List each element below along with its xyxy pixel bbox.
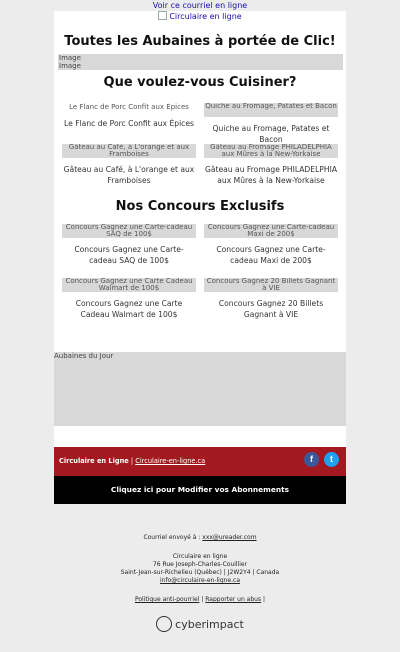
recipe-image[interactable]: Le Flanc de Porc Confit aux Épices [69,103,189,111]
contest-card[interactable] [62,278,196,320]
cooking-title: Que voulez-vous Cuisiner? [103,75,297,90]
headline: Toutes les Aubaines à portée de Clic! [64,34,336,49]
contest-image[interactable]: Concours Gagnez 20 Billets Gagnant à VIE [204,278,338,292]
recipe-card[interactable] [204,103,338,145]
recipe-caption[interactable]: Le Flanc de Porc Confit aux Épices [64,119,194,128]
cyberimpact-icon [156,616,172,632]
recipe-image[interactable]: Quiche au Fromage, Patates et Bacon [204,103,338,117]
broken-image-icon [158,11,167,20]
logo-image[interactable] [54,11,346,22]
org-name: Circulaire en ligne [172,553,228,560]
street: 76 Rue Joseph-Charles-Couillier [152,561,248,568]
contest-image[interactable]: Concours Gagnez une Carte-cadeau Maxi de 200$ [204,224,338,238]
banner-alt-2: Image [59,62,81,70]
brand-line [59,456,205,466]
banner-alt-1: Image [59,54,81,62]
recipe-caption[interactable]: Gâteau au Fromage PHILADELPHIA aux Mûres à la New-Yorkaise [204,165,338,185]
report-abuse-link[interactable]: Rapporter un abus [205,596,262,603]
brand-footer [54,447,346,476]
contest-card[interactable] [204,224,338,266]
recipe-caption[interactable]: Gâteau au Café, à L'orange et aux Framboises [63,165,195,185]
links-tail: | [263,596,266,603]
contest-card[interactable] [62,224,196,266]
cyberimpact-logo[interactable] [0,616,400,632]
cyberimpact-name: cyberimpact [175,618,244,631]
contest-caption[interactable]: Concours Gagnez 20 Billets Gagnant à VIE [218,299,324,319]
manage-subscriptions-button[interactable]: Cliquez ici pour Modifier vos Abonnements [54,476,346,504]
sent-label: Courriel envoyé à : [143,534,201,541]
contest-caption[interactable]: Concours Gagnez une Carte-cadeau SAQ de 100$ [74,245,184,265]
banner-image[interactable] [58,54,343,70]
contest-image[interactable]: Concours Gagnez une Carte-cadeau SAQ de 100$ [62,224,196,238]
legal-links [0,596,400,604]
contest-image[interactable]: Concours Gagnez une Carte Cadeau Walmart de 100$ [62,278,196,292]
contest-card[interactable] [204,278,338,320]
sent-to-line [0,534,400,542]
contests-title: Nos Concours Exclusifs [115,199,285,214]
anti-spam-policy-link[interactable]: Politique anti-pourriel [134,596,200,603]
sender-address [0,553,400,585]
recipe-card[interactable] [62,144,196,186]
email-body [54,11,346,504]
brand-separator: | [130,457,134,465]
recipient-email-link[interactable]: xxx@ureader.com [202,534,257,541]
city-line: Saint-Jean-sur-Richelieu (Québec) | J2W2Y4 | Canada [120,569,280,576]
recipe-card[interactable] [62,103,196,129]
recipe-image[interactable]: Gâteau au Café, à L'orange et aux Framboises [62,144,196,158]
recipe-image[interactable]: Gâteau au Fromage PHILADELPHIA aux Mûres à la New-Yorkaise [204,144,338,158]
facebook-icon[interactable]: f [304,452,319,467]
logo-alt-text: Circulaire en ligne [169,12,242,21]
site-link[interactable]: Circulaire-en-ligne.ca [135,457,206,465]
daily-deals-alt: Aubaines du Jour [54,352,114,360]
contest-caption[interactable]: Concours Gagnez une Carte-cadeau Maxi de 200$ [216,245,326,265]
links-separator: | [201,596,204,603]
view-online-bar [0,0,400,11]
brand-name: Circulaire en Ligne [59,457,129,465]
daily-deals-image[interactable] [54,352,346,426]
recipe-caption[interactable]: Quiche au Fromage, Patates et Bacon [212,124,330,144]
contact-email-link[interactable]: info@circulaire-en-ligne.ca [159,577,241,584]
view-online-link[interactable]: Voir ce courriel en ligne [152,1,248,10]
recipe-card[interactable] [204,144,338,186]
contest-caption[interactable]: Concours Gagnez une Carte Cadeau Walmart de 100$ [75,299,183,319]
twitter-icon[interactable]: t [324,452,339,467]
